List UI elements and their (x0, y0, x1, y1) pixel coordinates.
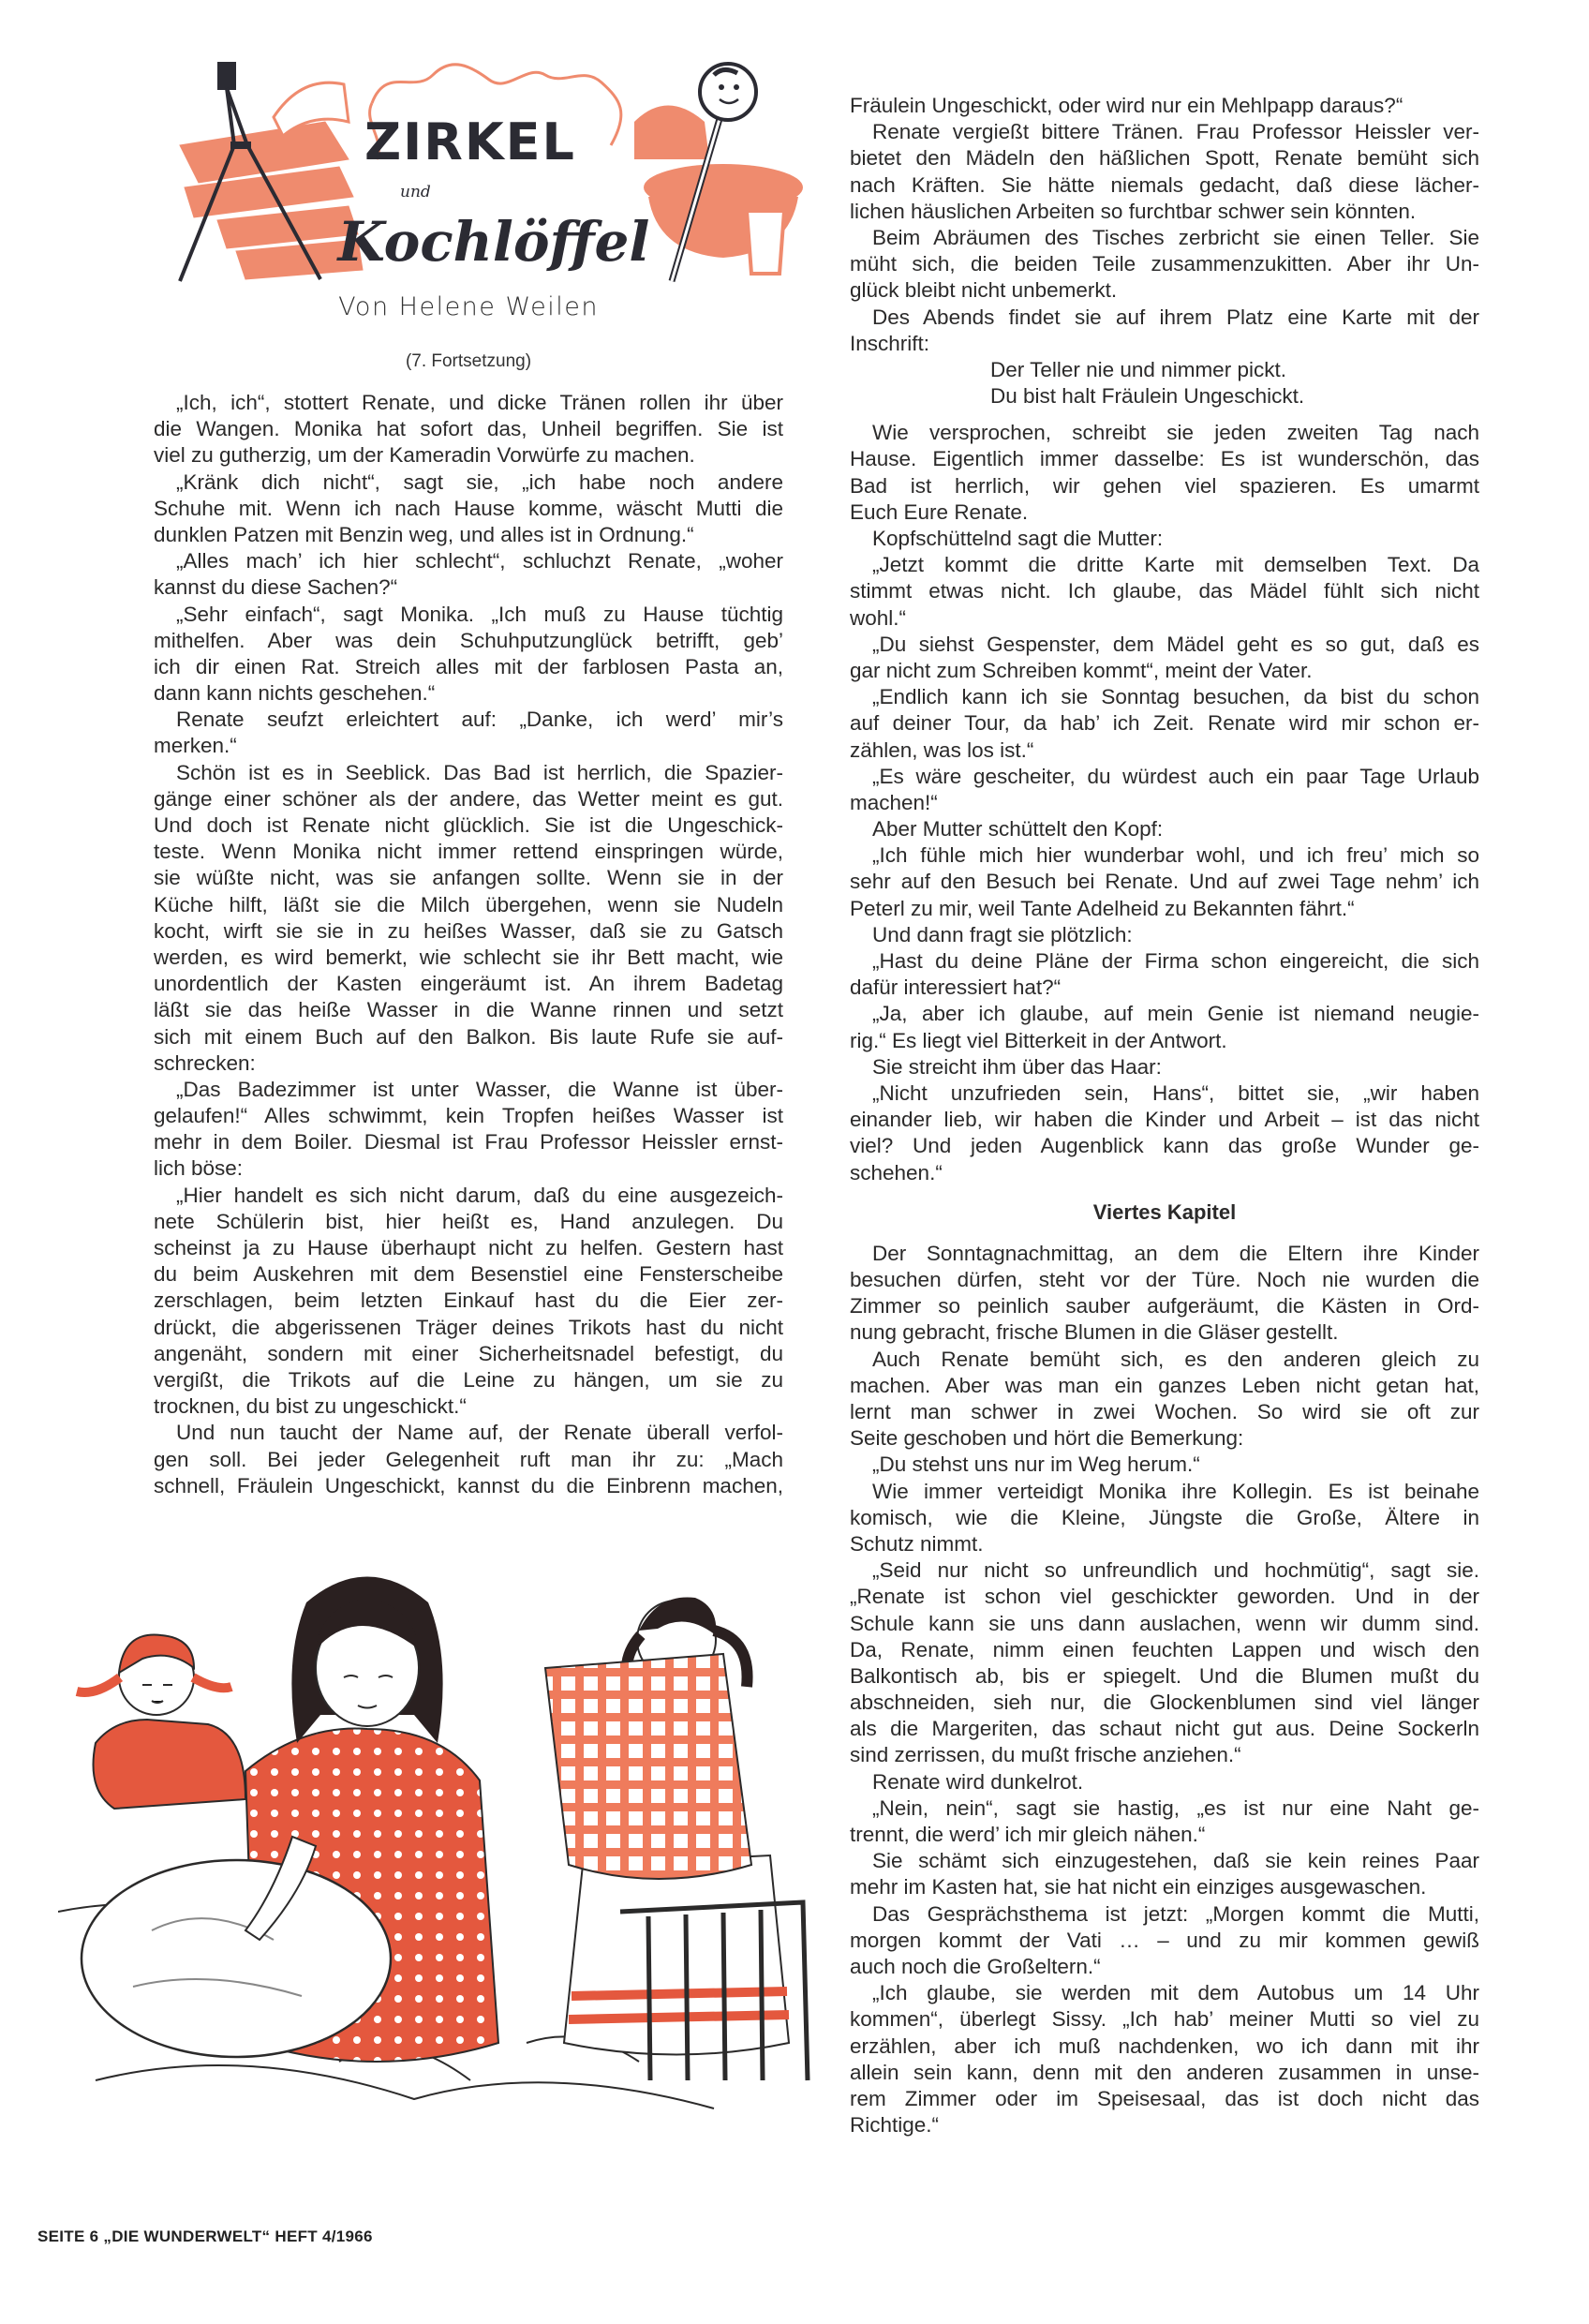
checkered-cloth (545, 1654, 751, 1879)
right-girl (545, 1597, 789, 2054)
logo-und: und (400, 183, 431, 201)
text-line: einander lieb, wir haben die Kinder und Arbeit – ist das nicht (850, 1108, 1479, 1132)
text-line: „Renate ist schon viel geschickter geworden. Und in der (850, 1585, 1479, 1609)
text-line: gen soll. Bei jeder Gelegenheit ruft man ihr zu: „Mach (154, 1447, 783, 1471)
text-line: „Nicht unzufrieden sein, Hans“, bittet sie, „wir haben (872, 1080, 1479, 1105)
text-line: sich mit einem Buch auf den Balkon. Bis laute Rufe sie auf- (154, 1024, 783, 1049)
text-line: sie wüßte nicht, was sie anfangen sollte. Wenn sie in der (154, 866, 783, 890)
text-line: Schule kann sie uns dann auslachen, wenn wir dumm sind. (850, 1611, 1479, 1635)
paragraph (850, 1001, 1479, 1053)
text-line: scheinst ja zu Hause überhaupt nicht zu helfen. Gestern hast (154, 1236, 783, 1259)
text-line: trennt, die werd’ ich mir gleich nähen.“ (850, 1823, 1206, 1846)
left-text-column (154, 390, 783, 1499)
text-line: sind zerrissen, du mußt frische anziehen.“ (850, 1743, 1241, 1767)
text-line: Wie versprochen, schreibt sie jeden zweiten Tag nach (872, 421, 1479, 445)
text-line: Sie streicht ihm über das Haar: (872, 1054, 1162, 1079)
text-line: werden, es wird bemerkt, wie schlecht sie ihr Bett macht, wie (154, 945, 783, 969)
paragraph (850, 552, 1479, 632)
text-line: Schutz nimmt. (850, 1531, 984, 1556)
text-line: Renate wird dunkelrot. (872, 1769, 1084, 1794)
text-line: auch noch die Großeltern.“ (850, 1954, 1101, 1978)
text-line: „Hier handelt es sich nicht darum, daß du eine ausgezeich- (176, 1183, 783, 1207)
text-line: als die Margeriten, das schaut nicht gut aus. Deine Sockerln (850, 1717, 1479, 1741)
text-line: Inschrift: (850, 331, 930, 355)
text-line: lichen häuslichen Arbeiten so furchtbar schwer sein könnten. (850, 199, 1417, 223)
text-line: „Du siehst Gespenster, dem Mädel geht es so gut, daß es (872, 632, 1479, 656)
paragraph (850, 816, 1479, 842)
text-line: Seite geschoben und hört die Bemerkung: (850, 1426, 1244, 1451)
paragraph (850, 764, 1479, 816)
paragraph (154, 1420, 783, 1499)
text-line: Beim Abräumen des Tisches zerbricht sie einen Teller. Sie (872, 225, 1479, 249)
text-line: zählen, was los ist.“ (850, 737, 1034, 762)
text-line: Balkontisch ab, bis er spiegelt. Und die Blumen mußt du (850, 1663, 1479, 1688)
text-line: schehen.“ (850, 1160, 943, 1184)
logo-subtitle: Kochlöffel (337, 210, 650, 274)
installment-label: (7. Fortsetzung) (405, 351, 532, 371)
text-line: mehr im Kasten hat, sie hat nicht ein einziges ausgewaschen. (850, 1875, 1427, 1899)
text-line: „Endlich kann ich sie Sonntag besuchen, da bist du schon (872, 685, 1479, 709)
paragraph (850, 922, 1479, 948)
text-line: Renate vergießt bittere Tränen. Frau Professor Heissler ver- (872, 120, 1479, 144)
text-line: lernt man schwer in zwei Wochen. So wird sie oft zur (850, 1400, 1479, 1423)
paragraph (850, 1557, 1479, 1769)
text-line: machen!“ (850, 790, 938, 814)
paragraph (850, 842, 1479, 922)
verse (850, 357, 1479, 410)
text-line: „Jetzt kommt die dritte Karte mit demselben Text. Da (872, 553, 1479, 577)
text-line: „Ich fühle mich hier wunderbar wohl, und ich freu’ mich so (872, 843, 1479, 868)
text-line: stimmt etwas nicht. Ich glaube, das Mädel fühlt sich nicht (850, 579, 1479, 603)
paragraph (850, 305, 1479, 357)
text-line: besuchen dürfen, steht vor der Türe. Noch nie wurden die (850, 1268, 1479, 1292)
paragraph (850, 1054, 1479, 1080)
text-line: morgen kommt der Vati … – und zu mir kommen gewiß (850, 1928, 1479, 1952)
text-line: machen. Aber was man ein ganzes Leben nicht getan hat, (850, 1373, 1479, 1397)
text-line: Und nun taucht der Name auf, der Renate überall verfol- (176, 1421, 783, 1445)
text-line: rig.“ Es liegt viel Bitterkeit in der Antwort. (850, 1028, 1227, 1052)
text-line: drückt, die abgerissenen Träger deines Trikots hast du nicht (154, 1315, 783, 1339)
text-line: gar nicht zum Schreiben kommt“, meint der Vater. (850, 658, 1313, 682)
text-line: merken.“ (154, 734, 237, 758)
text-line: schrecken: (154, 1050, 256, 1075)
paragraph (850, 420, 1479, 526)
paragraph (850, 1080, 1479, 1186)
text-line: ich dir einen Rat. Streich alles mit der farblosen Pasta an, (154, 654, 783, 678)
text-line: Schön ist es in Seeblick. Das Bad ist herrlich, die Spazier- (176, 760, 783, 784)
text-line: müht sich, die beiden Teile zusammenzukitten. Aber ihr Un- (850, 252, 1479, 276)
text-line: mehr in dem Boiler. Diesmal ist Frau Professor Heissler ernst- (154, 1130, 783, 1155)
text-line: Peterl zu mir, weil Tante Adelheid zu Bekannten fährt.“ (850, 896, 1355, 920)
text-line: nung gebracht, frische Blumen in die Gläser gestellt. (850, 1320, 1339, 1345)
author-byline: Von Helene Weilen (338, 292, 599, 321)
paragraph (850, 1980, 1479, 2138)
text-line: Da, Renate, nimm einen feuchten Lappen und wisch den (850, 1637, 1479, 1661)
text-line: gelaufen!“ Alles schwimmt, kein Tropfen heißes Wasser ist (154, 1104, 783, 1128)
paragraph (850, 93, 1479, 119)
text-line: „Seid nur nicht so unfreundlich und hochmütig“, sagt sie. (872, 1558, 1479, 1583)
chapter-heading (850, 1199, 1479, 1226)
paragraph (850, 1241, 1479, 1347)
paragraph (154, 469, 783, 549)
girls-illustration (58, 1556, 817, 2118)
paragraph (154, 602, 783, 708)
text-line: Küche hilft, läßt sie die Milch übergehen, wenn sie Nudeln (154, 892, 783, 916)
text-line: wohl.“ (850, 605, 907, 630)
paragraph (154, 1077, 783, 1183)
paragraph (850, 948, 1479, 1001)
text-line: vergißt, die Trikots auf die Leine zu hängen, um sie zu (154, 1367, 783, 1392)
paragraph (850, 1795, 1479, 1848)
text-line: Aber Mutter schüttelt den Kopf: (872, 817, 1164, 842)
paragraph (850, 1452, 1479, 1478)
text-line: „Hast du deine Pläne der Firma schon eingereicht, die sich (872, 949, 1479, 973)
left-girl (77, 1635, 245, 1810)
text-line: „Ja, aber ich glaube, auf mein Genie ist niemand neugie- (872, 1002, 1479, 1026)
text-line: „Ich, ich“, stottert Renate, und dicke Tränen rollen ihr über (176, 391, 783, 414)
text-line: Du bist halt Fräulein Ungeschickt. (990, 384, 1305, 409)
right-text-column (850, 93, 1479, 2138)
text-line: sehr auf den Besuch bei Renate. Und auf zwei Tage nehm’ ich (850, 870, 1479, 894)
text-line: Der Sonntagnachmittag, an dem die Eltern ihre Kinder (872, 1241, 1479, 1265)
paragraph (154, 707, 783, 759)
text-line: „Du stehst uns nur im Weg herum.“ (872, 1452, 1200, 1477)
text-line: „Sehr einfach“, sagt Monika. „Ich muß zu Hause tüchtig (176, 602, 783, 626)
text-line: Richtige.“ (850, 2113, 940, 2138)
text-line: Sie schämt sich einzugestehen, daß sie kein reines Paar (872, 1849, 1479, 1873)
text-line: „Es wäre gescheiter, du würdest auch ein paar Tage Urlaub (872, 764, 1479, 788)
text-line: erzählen, aber ich muß nachdenken, wo ich dann mit ihr (850, 2034, 1479, 2058)
paragraph (850, 632, 1479, 684)
text-line: Auch Renate bemüht sich, es den anderen gleich zu (872, 1347, 1479, 1371)
text-line: Hause. Eigentlich immer dasselbe: Es ist wunderschön, das (850, 447, 1479, 471)
paragraph (154, 760, 783, 1077)
text-line: bietet den Mädeln den häßlichen Spott, Renate bemüht sich (850, 146, 1479, 171)
paragraph (154, 390, 783, 469)
paragraph (850, 684, 1479, 764)
text-line: gänge einer schöner als der andere, das Wetter meint es gut. (154, 786, 783, 811)
paragraph (850, 1901, 1479, 1981)
text-line: trocknen, du bist zu ungeschickt.“ (154, 1394, 467, 1419)
text-line: „Nein, nein“, sagt sie hastig, „es ist nur eine Naht ge- (872, 1795, 1479, 1820)
text-line: Renate seufzt erleichtert auf: „Danke, ich werd’ mir’s (176, 708, 783, 732)
text-line: komisch, wie die Kleine, Jüngste die Große, Ältere in (850, 1505, 1479, 1529)
text-line: dann kann nichts geschehen.“ (154, 681, 436, 706)
text-line: schnell, Fräulein Ungeschickt, kannst du die Einbrenn machen, (154, 1473, 783, 1497)
text-line: Viertes Kapitel (1092, 1199, 1237, 1224)
text-line: Und doch ist Renate nicht glücklich. Sie ist die Ungeschick- (154, 813, 783, 837)
paragraph (850, 1769, 1479, 1795)
text-line: Des Abends findet sie auf ihrem Platz eine Karte mit der (872, 305, 1479, 329)
text-line: die Wangen. Monika hat sofort das, Unheil begriffen. Sie ist (154, 417, 783, 441)
text-line: angenäht, sondern mit einer Sicherheitsnadel befestigt, du (154, 1341, 783, 1365)
text-line: nete Schülerin bist, hier heißt es, Hand anzulegen. Du (154, 1209, 783, 1233)
text-line: Zimmer so peinlich sauber aufgeräumt, die Kästen in Ord- (850, 1294, 1479, 1318)
text-line: „Alles mach’ ich hier schlecht“, schluchzt Renate, „woher (176, 549, 783, 574)
text-line: „Kränk dich nicht“, sagt sie, „ich habe noch andere (176, 469, 783, 494)
text-line: du beim Auskehren mit dem Besenstiel eine Fensterscheibe (154, 1262, 783, 1287)
text-line: nach Kräften. Sie hätte niemals gedacht, daß diese lächer- (850, 172, 1479, 197)
paragraph (154, 548, 783, 601)
text-line: Das Gesprächsthema ist jetzt: „Morgen kommt die Mutti, (872, 1901, 1479, 1926)
text-line: allein sein kann, denn mit den anderen zusammen in unse- (850, 2060, 1479, 2084)
text-line: Euch Eure Renate. (850, 499, 1029, 524)
text-line: Bad ist herrlich, wir gehen viel spazieren. Es umarmt (850, 473, 1479, 498)
text-line: dunklen Patzen mit Benzin weg, und alles ist in Ordnung.“ (154, 522, 694, 546)
text-line: „Das Badezimmer ist unter Wasser, die Wanne ist über- (176, 1077, 783, 1101)
text-line: Wie immer verteidigt Monika ihre Kollegin. Es ist beinahe (872, 1479, 1479, 1503)
text-line: zerschlagen, beim letzten Einkauf hast du die Eier zer- (154, 1289, 783, 1313)
page-footer: SEITE 6 „DIE WUNDERWELT“ HEFT 4/1966 (37, 2227, 373, 2245)
paragraph (850, 1479, 1479, 1558)
text-line: abschneiden, sieh nur, die Glockenblumen sind viel länger (850, 1691, 1479, 1715)
text-line: viel? Und jeden Augenblick kann das große Wunder ge- (850, 1134, 1479, 1158)
white-bundle (82, 1860, 391, 2057)
text-line: rem Zimmer oder im Speisesaal, das ist doch nicht das (850, 2086, 1479, 2110)
paragraph (850, 526, 1479, 552)
text-line: Der Teller nie und nimmer pickt. (990, 357, 1286, 381)
paragraph (850, 1848, 1479, 1900)
paragraph (850, 119, 1479, 225)
text-line: Und dann fragt sie plötzlich: (872, 922, 1133, 946)
text-line: teste. Wenn Monika nicht immer rettend einspringen würde, (154, 840, 783, 864)
text-line: „Ich glaube, sie werden mit dem Autobus um 14 Uhr (872, 1981, 1479, 2005)
text-line: unordentlich der Kasten eingeräumt ist. An ihrem Badetag (154, 972, 783, 996)
text-line: kocht, wirft sie sie in zu heißes Wasser, daß sie zu Gatsch (154, 918, 783, 943)
text-line: dafür interessiert hat?“ (850, 976, 1062, 1000)
text-line: mithelfen. Aber was dein Schuhputzunglück betrifft, geb’ (154, 628, 783, 652)
paragraph (850, 1347, 1479, 1452)
text-line: kommen“, überlegt Sissy. „Ich hab’ meiner Mutti so viel zu (850, 2007, 1479, 2032)
text-line: viel zu gutherzig, um der Kameradin Vorwürfe zu machen. (154, 443, 695, 468)
text-line: läßt sie das heiße Wasser in die Wanne rinnen und setzt (154, 998, 783, 1022)
text-line: glück bleibt nicht unbemerkt. (850, 278, 1118, 303)
books-illustration (180, 82, 363, 279)
zirkel-und-kochloeffel-logo (161, 56, 808, 289)
text-line: Kopfschüttelnd sagt die Mutter: (872, 527, 1164, 550)
text-line: Schuhe mit. Wenn ich nach Hause komme, wäscht Mutti die (154, 496, 783, 520)
paragraph (154, 1183, 783, 1421)
text-line: kannst du diese Sachen?“ (154, 575, 398, 600)
text-line: auf deiner Tour, da hab’ ich Zeit. Renate wird mir schon er- (850, 711, 1479, 736)
logo-title: ZIRKEL (364, 112, 576, 171)
text-line: lich böse: (154, 1156, 244, 1181)
text-line: Fräulein Ungeschickt, oder wird nur ein Mehlpapp daraus?“ (850, 94, 1403, 117)
paragraph (850, 225, 1479, 305)
